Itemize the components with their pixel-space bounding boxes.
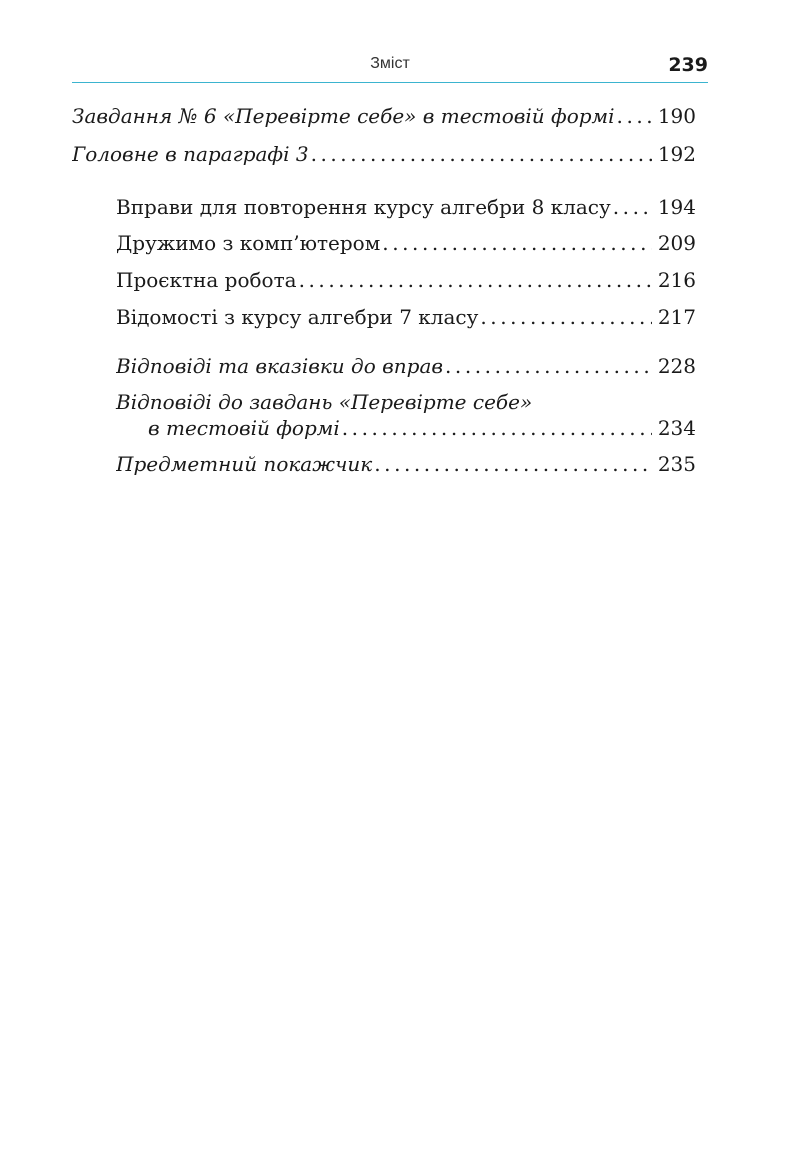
toc-leader	[342, 414, 652, 442]
toc-entry-page: 235	[657, 452, 696, 476]
toc-entry-title: Вправи для повторення курсу алгебри 8 класу	[116, 195, 611, 219]
toc-entry-page: 217	[657, 305, 696, 329]
toc-entry[interactable]	[116, 266, 696, 294]
toc-entry-page: 234	[657, 416, 696, 440]
toc-entry-title: Предметний покажчик	[116, 452, 373, 476]
toc-entry-title-line1: Відповіді до завдань «Перевірте себе»	[116, 390, 533, 414]
toc-entry-title: Головне в параграфі 3	[72, 142, 309, 166]
toc-entry-page: 194	[657, 195, 696, 219]
toc-entry-title: Проєктна робота	[116, 268, 297, 292]
toc-entry-title: Завдання № 6 «Перевірте себе» в тестовій формі	[72, 104, 615, 128]
toc-entry-title: в тестовій формі	[148, 416, 340, 440]
running-title: Зміст	[370, 55, 410, 72]
toc-leader	[382, 229, 652, 257]
toc-entry-page: 216	[657, 268, 696, 292]
toc-leader	[613, 193, 652, 221]
toc-entry[interactable]	[116, 229, 696, 257]
toc-entry[interactable]	[116, 450, 696, 478]
toc-entry[interactable]	[116, 193, 696, 221]
toc-leader	[374, 450, 652, 478]
toc-entry-title: Дружимо з комп’ютером	[116, 231, 381, 255]
toc-entry-page: 228	[657, 354, 696, 378]
toc-entry-title: Відомості з курсу алгебри 7 класу	[116, 305, 479, 329]
toc-entry-page: 190	[657, 104, 696, 128]
toc-leader	[445, 352, 652, 380]
toc-leader	[617, 102, 652, 130]
toc-leader	[480, 303, 651, 331]
toc-entry[interactable]	[116, 303, 696, 331]
page-number: 239	[668, 54, 708, 76]
page-header	[72, 52, 708, 83]
toc-leader	[299, 266, 652, 294]
toc-entry[interactable]	[116, 352, 696, 380]
toc-entry[interactable]	[148, 414, 696, 442]
toc-leader	[311, 140, 652, 168]
toc-entry-page: 192	[657, 142, 696, 166]
toc-entry[interactable]	[72, 140, 696, 168]
toc-entry-title: Відповіді та вказівки до вправ	[116, 354, 444, 378]
toc-entry-page: 209	[657, 231, 696, 255]
toc-entry[interactable]	[72, 102, 696, 130]
